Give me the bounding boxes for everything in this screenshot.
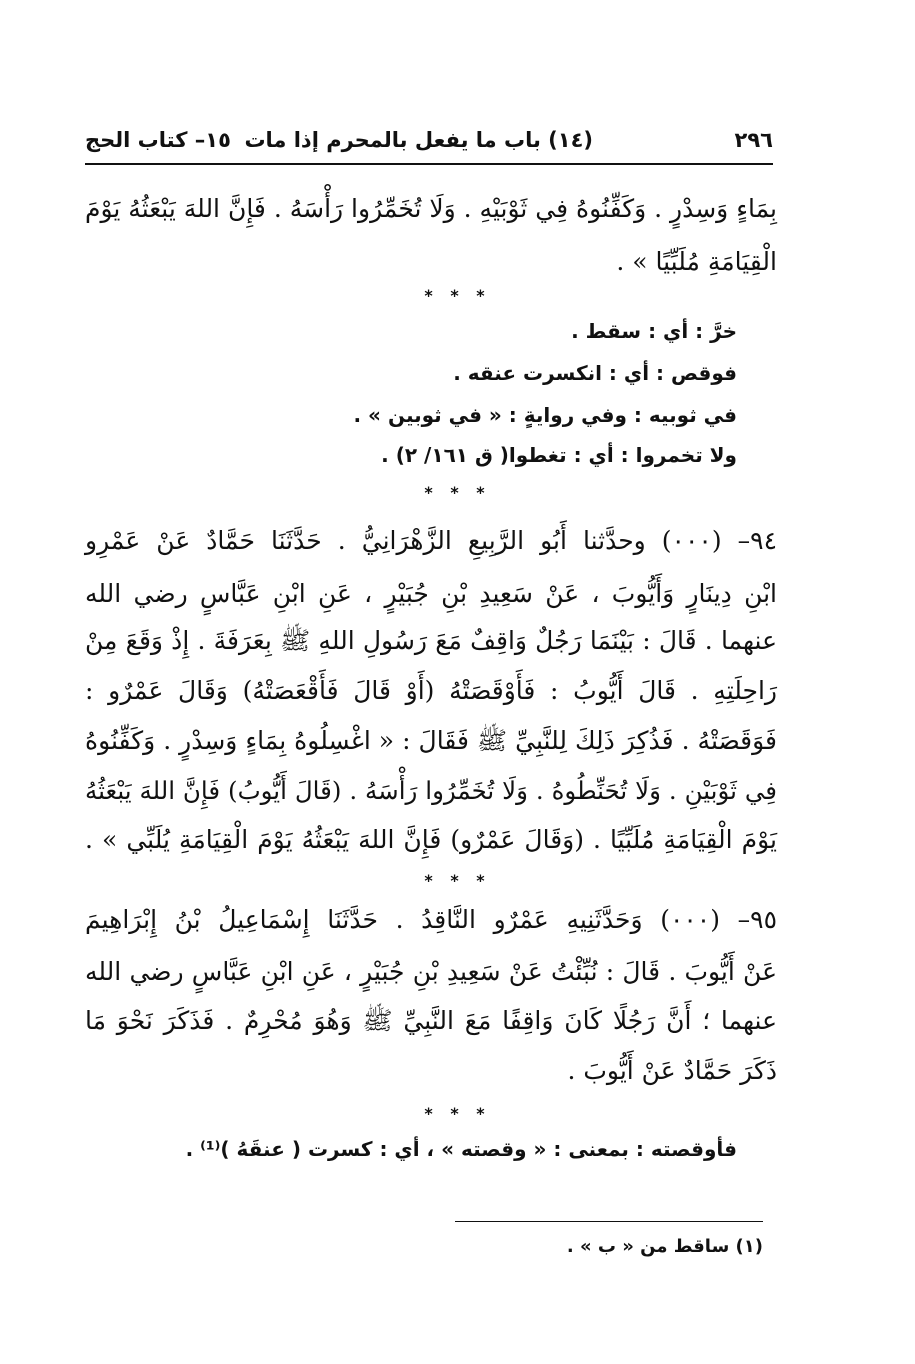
gloss-line: ولا تخمروا : أي : تغطوا( ق ١٦١/ ٢) . (381, 443, 737, 467)
footnote: (١) ساقط من « ب » . (566, 1236, 763, 1257)
hadith-95-line: ٩٥– (٠٠٠) وَحَدَّثَنِيهِ عَمْرٌو النَّاقِدُ . حَدَّثَنَا إِسْمَاعِيلُ بْنُ إِبْرَاهِيمَ (85, 905, 777, 934)
section-separator: * * * (424, 483, 491, 502)
gloss-line: فوقص : أي : انكسرت عنقه . (453, 361, 737, 385)
hadith-94-line: ٩٤– (٠٠٠) وحدَّثنا أَبُو الرَّبِيعِ الزَّهْرَانِيُّ . حَدَّثَنَا حَمَّادٌ عَنْ عَمْرِو (85, 526, 777, 555)
gloss-line: خرَّ : أي : سقط . (571, 319, 737, 343)
chapter-title: (١٤) باب ما يفعل بالمحرم إذا مات (244, 128, 593, 152)
hadith-94-line: ابْنِ دِينَارٍ وَأَيُّوبَ ، عَنْ سَعِيدِ بْنِ جُبَيْرٍ ، عَنِ ابْنِ عَبَّاسٍ رضي الله (85, 579, 777, 608)
header-divider (85, 163, 773, 165)
book-title: ١٥– كتاب الحج (85, 128, 231, 152)
hadith-95-line: عنهما ؛ أَنَّ رَجُلًا كَانَ وَاقِفًا مَعَ النَّبِيِّ ﷺ وَهُوَ مُحْرِمٌ . فَذَكَرَ نَحْوَ مَا (85, 1006, 777, 1035)
hadith-94-line: رَاحِلَتِهِ . قَالَ أَيُّوبُ : فَأَوْقَصَتْهُ (أَوْ قَالَ فَأَقْعَصَتْهُ) وَقَالَ عَمْرٌو : (85, 676, 777, 705)
running-header (85, 128, 773, 162)
section-separator: * * * (424, 286, 491, 305)
section-separator: * * * (424, 871, 491, 890)
hadith-95-line: عَنْ أَيُّوبَ . قَالَ : نُبِّئْتُ عَنْ سَعِيدِ بْنِ جُبَيْرٍ ، عَنِ ابْنِ عَبَّاسٍ رضي الله (85, 957, 777, 986)
page-number: ٢٩٦ (734, 128, 773, 152)
section-separator: * * * (424, 1104, 491, 1123)
hadith-94-line: فِي ثَوْبَيْنِ . وَلَا تُحَنِّطُوهُ . وَلَا تُخَمِّرُوا رَأْسَهُ . (قَالَ أَيُّوبُ) فَإِنَّ اللهَ يَبْعَثُهُ (85, 776, 777, 805)
text-line: الْقِيَامَةِ مُلَبِّيًا » . (616, 247, 777, 276)
gloss-line: فأوقصته : بمعنى : « وقصته » ، أي : كسرت ( عنقَهُ )⁽¹⁾ . (185, 1137, 737, 1161)
hadith-94-line: يَوْمَ الْقِيَامَةِ مُلَبِّيًا . (وَقَالَ عَمْرٌو) فَإِنَّ اللهَ يَبْعَثُهُ يَوْمَ الْقِيَامَةِ يُلَبِّي » . (85, 825, 777, 854)
gloss-line: في ثوبيه : وفي روايةٍ : « في ثوبين » . (353, 403, 737, 427)
text-line: بِمَاءٍ وَسِدْرٍ . وَكَفِّنُوهُ فِي ثَوْبَيْهِ . وَلَا تُخَمِّرُوا رَأْسَهُ . فَإِنَّ اللهَ يَبْعَثُهُ يَوْمَ (85, 194, 777, 223)
footnote-divider (455, 1221, 763, 1222)
hadith-95-line: ذَكَرَ حَمَّادٌ عَنْ أَيُّوبَ . (567, 1056, 777, 1085)
hadith-94-line: فَوَقَصَتْهُ . فَذُكِرَ ذَلِكَ لِلنَّبِيِّ ﷺ فَقَالَ : « اغْسِلُوهُ بِمَاءٍ وَسِدْرٍ . وَكَفِّنُوهُ (85, 726, 777, 755)
hadith-94-line: عنهما . قَالَ : بَيْنَمَا رَجُلٌ وَاقِفٌ مَعَ رَسُولِ اللهِ ﷺ بِعَرَفَةَ . إِذْ وَقَعَ مِنْ (85, 626, 777, 655)
